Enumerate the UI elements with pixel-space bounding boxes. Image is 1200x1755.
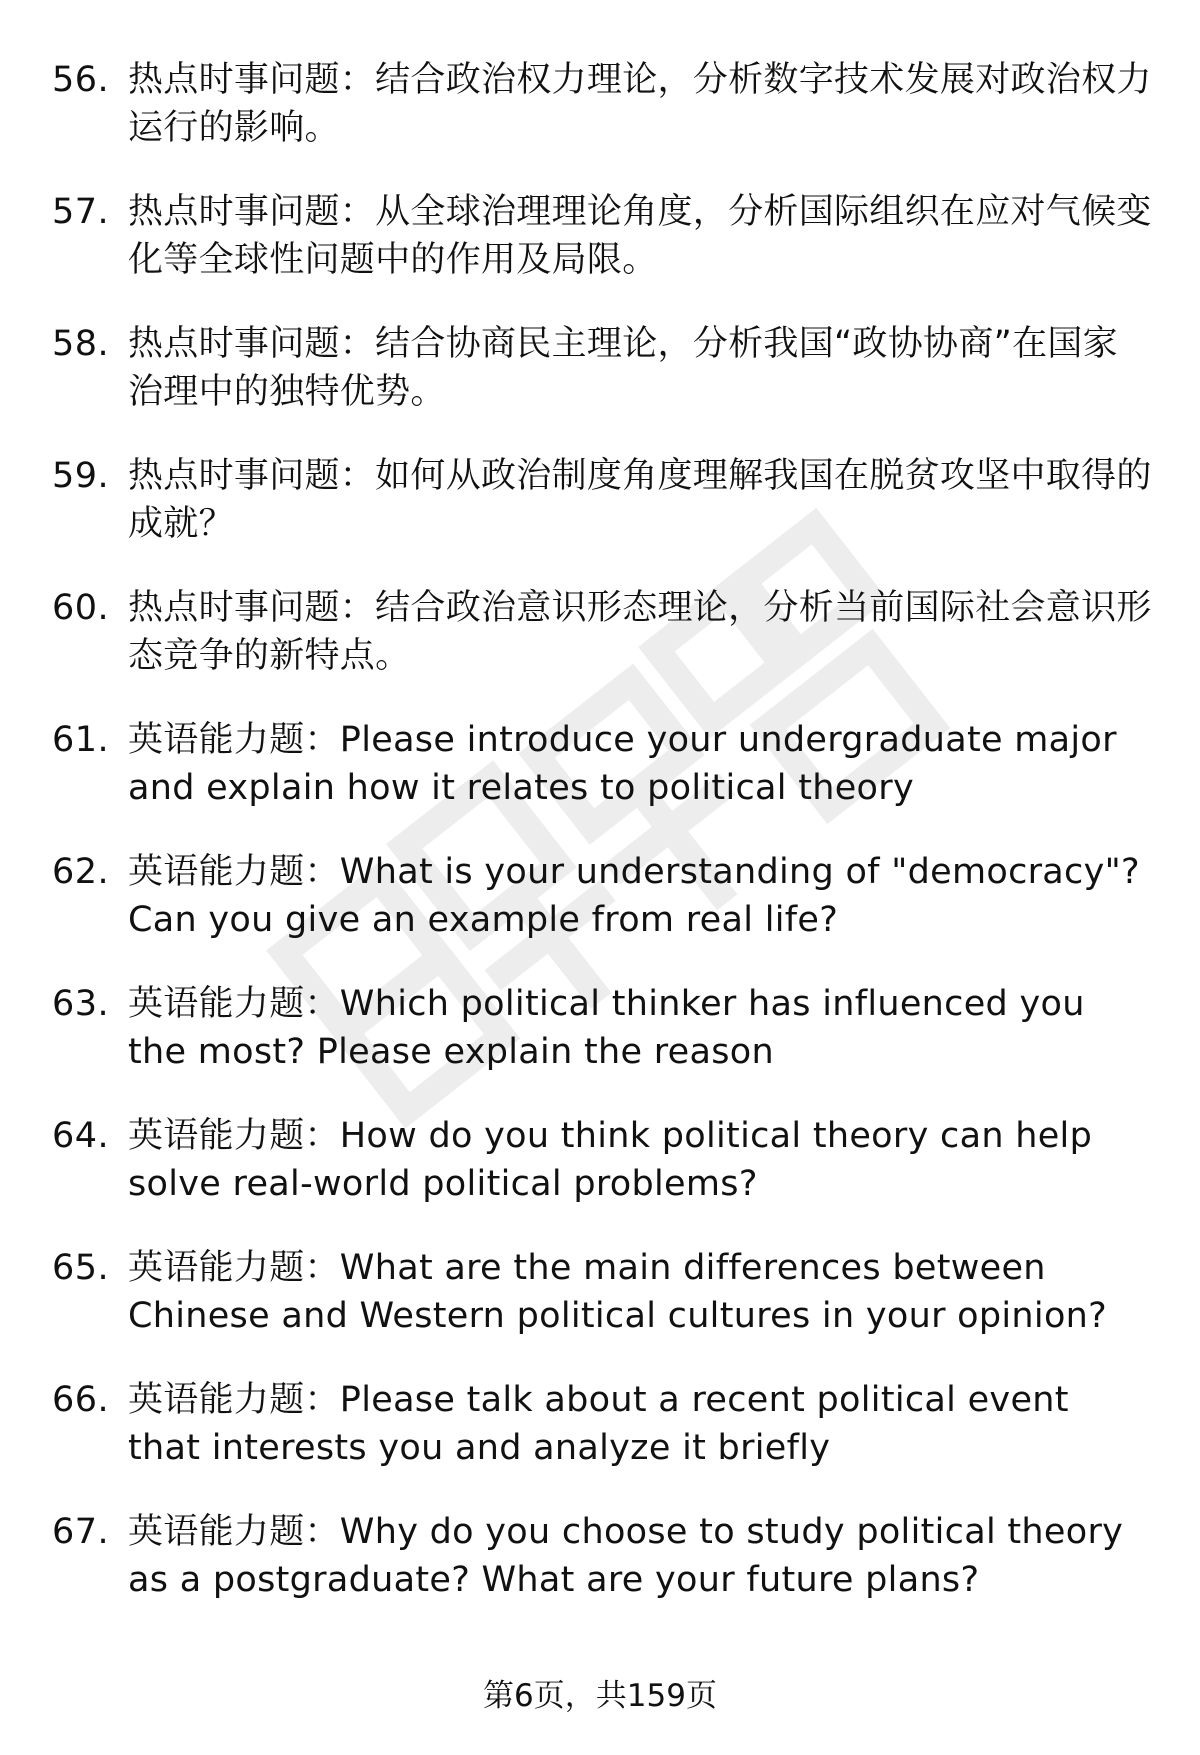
question-text: 热点时事问题：从全球治理理论角度，分析国际组织在应对气候变化等全球性问题中的作用及局限。 <box>128 192 1152 280</box>
question-number: 65. <box>52 1248 110 1288</box>
list-item <box>52 980 1152 1112</box>
question-text: 热点时事问题：如何从政治制度角度理解我国在脱贫攻坚中取得的成就？ <box>128 456 1152 544</box>
list-item <box>52 1376 1152 1508</box>
list-item <box>52 716 1152 848</box>
list-item <box>52 452 1152 584</box>
list-item <box>52 1508 1152 1640</box>
list-item <box>52 584 1152 716</box>
list-item <box>52 56 1152 188</box>
question-text: 热点时事问题：结合政治意识形态理论，分析当前国际社会意识形态竞争的新特点。 <box>128 588 1152 676</box>
question-number: 64. <box>52 1116 110 1156</box>
question-number: 62. <box>52 852 110 892</box>
question-number: 57. <box>52 192 110 232</box>
question-text: 英语能力题：What is your understanding of "democracy"? Can you give an example from real life? <box>128 852 1140 940</box>
question-text: 英语能力题：Which political thinker has influenced you the most? Please explain the reason <box>128 984 1085 1072</box>
question-text: 英语能力题：Please talk about a recent political event that interests you and analyze it briefly <box>128 1380 1069 1468</box>
list-item <box>52 1112 1152 1244</box>
list-item <box>52 320 1152 452</box>
list-item <box>52 1244 1152 1376</box>
question-text: 热点时事问题：结合政治权力理论，分析数字技术发展对政治权力运行的影响。 <box>128 60 1152 148</box>
question-number: 56. <box>52 60 110 100</box>
question-text: 英语能力题：What are the main differences between Chinese and Western political cultures in your opinion? <box>128 1248 1108 1336</box>
question-number: 66. <box>52 1380 110 1420</box>
question-text: 英语能力题：How do you think political theory can help solve real-world political problems? <box>128 1116 1093 1204</box>
question-number: 60. <box>52 588 110 628</box>
question-number: 59. <box>52 456 110 496</box>
question-number: 63. <box>52 984 110 1024</box>
question-text: 英语能力题：Why do you choose to study political theory as a postgraduate? What are your future plans? <box>128 1512 1124 1600</box>
question-number: 67. <box>52 1512 110 1552</box>
question-number: 61. <box>52 720 110 760</box>
page-footer: 第6页，共159页 <box>483 1678 717 1714</box>
list-item <box>52 848 1152 980</box>
question-text: 英语能力题：Please introduce your undergraduate major and explain how it relates to political theory <box>128 720 1117 808</box>
question-number: 58. <box>52 324 110 364</box>
list-item <box>52 188 1152 320</box>
question-list <box>52 56 1152 1640</box>
question-text: 热点时事问题：结合协商民主理论，分析我国“政协协商”在国家治理中的独特优势。 <box>128 324 1118 412</box>
